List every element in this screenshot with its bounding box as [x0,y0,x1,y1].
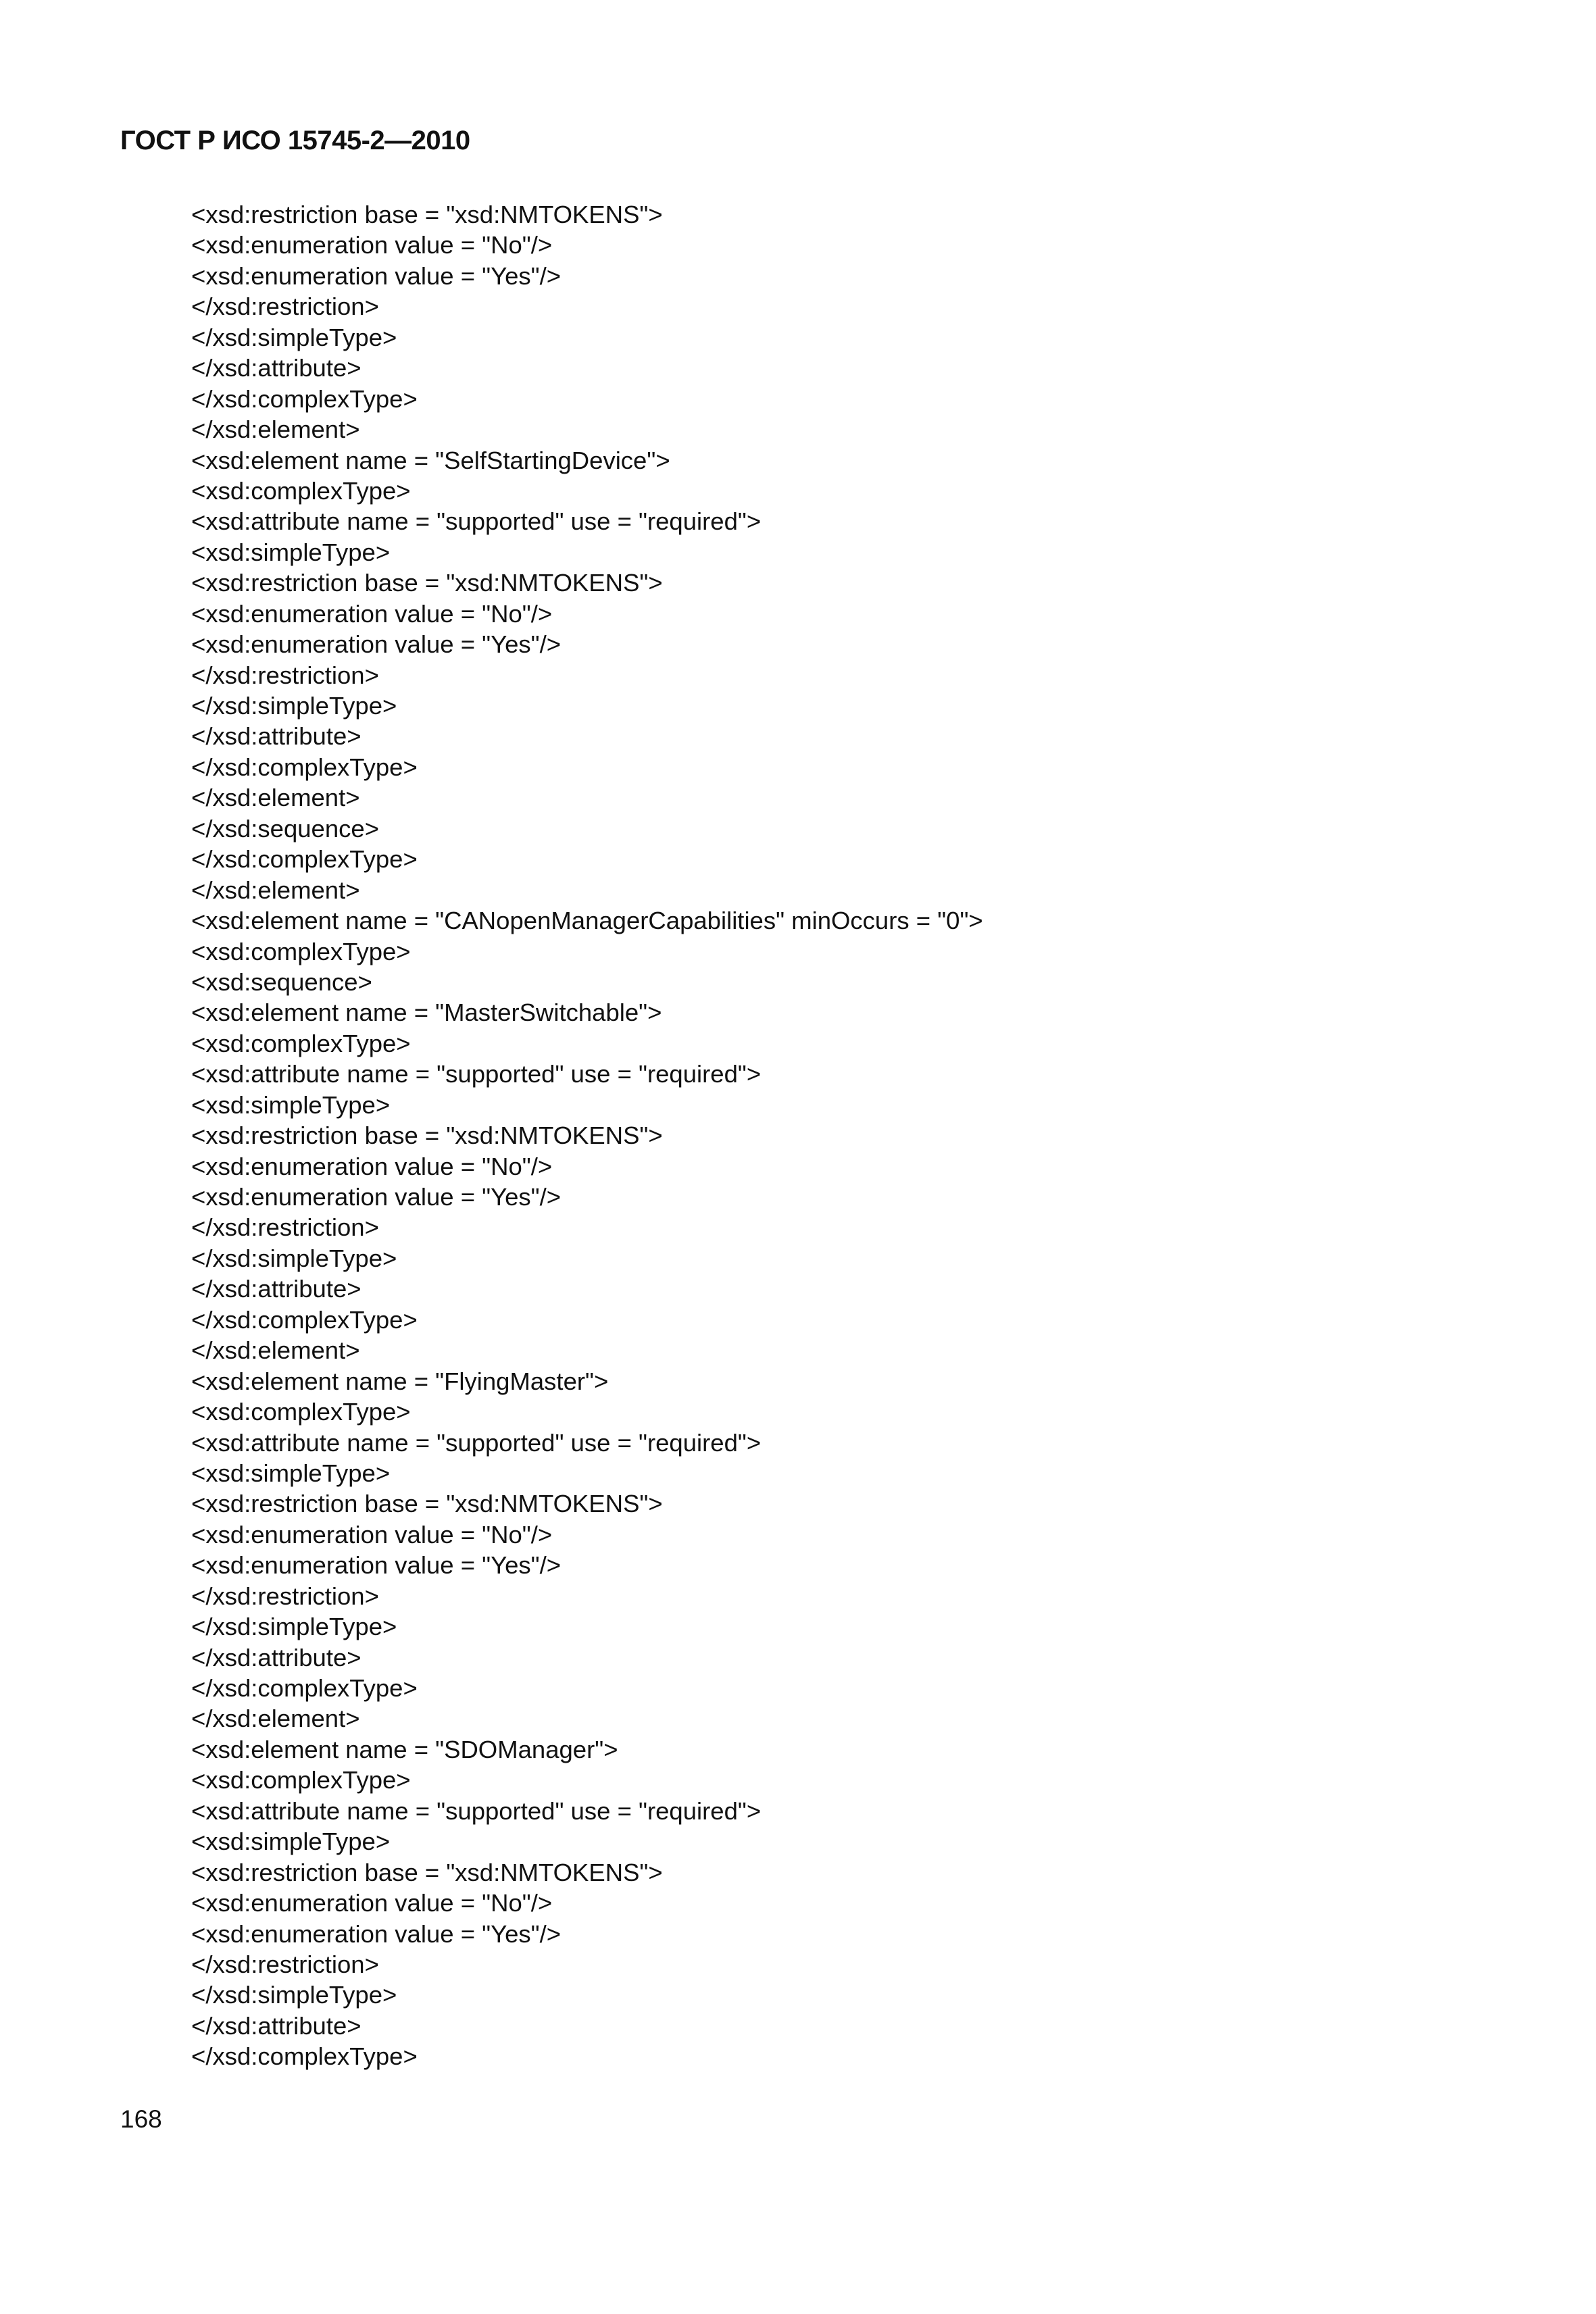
code-line: <xsd:complexType> [191,937,411,965]
code-line: </xsd:element> [191,876,360,904]
code-line: </xsd:element> [191,1336,360,1365]
code-line: <xsd:element name = "MasterSwitchable"> [191,999,662,1027]
code-line: <xsd:enumeration value = "Yes"/> [191,630,562,659]
code-line: </xsd:complexType> [191,753,418,781]
code-line: </xsd:simpleType> [191,1244,397,1272]
code-line: <xsd:restriction base = "xsd:NMTOKENS"> [191,1490,663,1518]
code-line: </xsd:complexType> [191,2042,418,2071]
code-line: <xsd:enumeration value = "Yes"/> [191,1551,562,1580]
xsd-code-listing [191,199,983,2072]
code-line: </xsd:complexType> [191,845,418,874]
code-line: <xsd:enumeration value = "No"/> [191,1520,553,1549]
code-line: </xsd:attribute> [191,1275,361,1303]
code-line: </xsd:simpleType> [191,1613,397,1641]
code-line: <xsd:element name = "SDOManager"> [191,1735,618,1763]
page-number: 168 [120,2105,162,2133]
code-line: <xsd:enumeration value = "No"/> [191,1152,553,1180]
code-line: </xsd:element> [191,416,360,444]
code-line: <xsd:complexType> [191,1766,411,1794]
code-line: <xsd:enumeration value = "Yes"/> [191,261,562,290]
code-line: <xsd:sequence> [191,967,372,996]
code-line: </xsd:simpleType> [191,1981,397,2009]
code-line: </xsd:restriction> [191,1950,379,1978]
code-line: <xsd:restriction base = "xsd:NMTOKENS"> [191,201,663,228]
code-line: <xsd:attribute name = "supported" use = "required"> [191,1428,762,1457]
code-line: <xsd:enumeration value = "No"/> [191,1889,553,1917]
code-line: </xsd:attribute> [191,354,361,382]
code-line: </xsd:restriction> [191,1582,379,1610]
code-line: <xsd:restriction base = "xsd:NMTOKENS"> [191,1122,663,1150]
code-line: <xsd:complexType> [191,476,411,505]
code-line: <xsd:enumeration value = "Yes"/> [191,1183,562,1211]
code-line: <xsd:restriction base = "xsd:NMTOKENS"> [191,1858,663,1886]
code-line: <xsd:enumeration value = "No"/> [191,231,553,259]
code-line: <xsd:enumeration value = "No"/> [191,599,553,628]
code-line: </xsd:attribute> [191,1643,361,1671]
code-line: <xsd:element name = "CANopenManagerCapabilities" minOccurs = "0"> [191,907,983,935]
code-line: </xsd:complexType> [191,384,418,413]
code-line: </xsd:complexType> [191,1305,418,1334]
code-line: </xsd:sequence> [191,814,380,842]
code-line: </xsd:restriction> [191,661,379,689]
document-header: ГОСТ Р ИСО 15745-2—2010 [120,126,470,155]
code-line: </xsd:restriction> [191,1213,379,1242]
code-line: <xsd:simpleType> [191,1828,391,1856]
code-line: </xsd:element> [191,784,360,812]
code-line: <xsd:attribute name = "supported" use = "required"> [191,1060,762,1088]
code-line: <xsd:element name = "FlyingMaster"> [191,1367,609,1395]
code-line: <xsd:simpleType> [191,1090,391,1119]
code-line: <xsd:element name = "SelfStartingDevice"> [191,446,670,474]
code-line: </xsd:simpleType> [191,692,397,720]
code-line: <xsd:restriction base = "xsd:NMTOKENS"> [191,569,663,597]
code-line: <xsd:complexType> [191,1398,411,1426]
code-line: </xsd:element> [191,1705,360,1733]
code-line: <xsd:simpleType> [191,538,391,566]
code-line: <xsd:enumeration value = "Yes"/> [191,1919,562,1948]
code-line: <xsd:attribute name = "supported" use = "required"> [191,507,762,536]
code-line: <xsd:simpleType> [191,1459,391,1487]
code-line: </xsd:restriction> [191,293,379,321]
code-line: </xsd:attribute> [191,722,361,751]
code-line: <xsd:complexType> [191,1029,411,1057]
code-line: <xsd:attribute name = "supported" use = "required"> [191,1796,762,1825]
code-line: </xsd:complexType> [191,1674,418,1702]
code-line: </xsd:attribute> [191,2011,361,2040]
code-line: </xsd:simpleType> [191,323,397,351]
